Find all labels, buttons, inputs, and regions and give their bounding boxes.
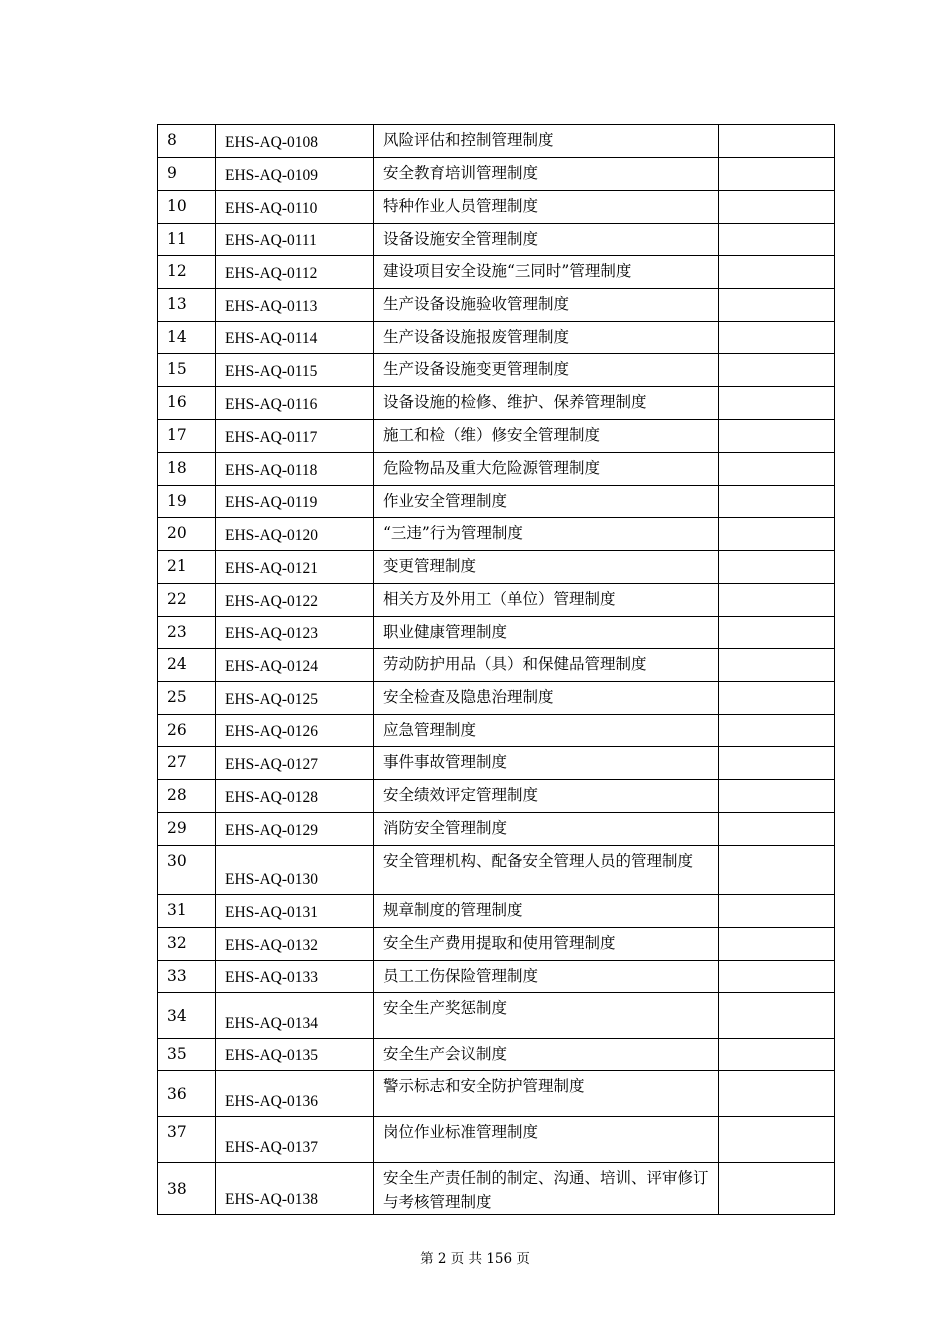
row-number-cell: 13 bbox=[158, 289, 216, 322]
table-row bbox=[158, 289, 835, 322]
remarks-cell bbox=[719, 224, 835, 256]
document-code-cell: EHS-AQ-0121 bbox=[216, 551, 374, 584]
row-number-cell: 27 bbox=[158, 747, 216, 780]
row-number-cell: 19 bbox=[158, 486, 216, 518]
remarks-cell bbox=[719, 682, 835, 715]
table-row bbox=[158, 191, 835, 224]
document-name-cell: 应急管理制度 bbox=[374, 715, 719, 747]
document-code-cell: EHS-AQ-0128 bbox=[216, 780, 374, 813]
document-name-cell: “三违”行为管理制度 bbox=[374, 518, 719, 551]
document-code-cell: EHS-AQ-0126 bbox=[216, 715, 374, 747]
row-number-cell: 28 bbox=[158, 780, 216, 813]
document-code-cell: EHS-AQ-0129 bbox=[216, 813, 374, 846]
table-row bbox=[158, 961, 835, 993]
document-code-cell: EHS-AQ-0134 bbox=[216, 993, 374, 1039]
remarks-cell bbox=[719, 1071, 835, 1117]
document-code-cell: EHS-AQ-0110 bbox=[216, 191, 374, 224]
document-code-cell: EHS-AQ-0130 bbox=[216, 846, 374, 895]
document-name-cell: 规章制度的管理制度 bbox=[374, 895, 719, 928]
document-code-cell: EHS-AQ-0137 bbox=[216, 1117, 374, 1163]
table-row bbox=[158, 584, 835, 617]
table-row bbox=[158, 1071, 835, 1117]
remarks-cell bbox=[719, 617, 835, 649]
row-number-cell: 9 bbox=[158, 158, 216, 191]
document-code-cell: EHS-AQ-0125 bbox=[216, 682, 374, 715]
table-row bbox=[158, 993, 835, 1039]
document-name-cell: 事件事故管理制度 bbox=[374, 747, 719, 780]
document-name-cell: 施工和检（维）修安全管理制度 bbox=[374, 420, 719, 453]
document-code-cell: EHS-AQ-0118 bbox=[216, 453, 374, 486]
document-name-cell: 安全生产费用提取和使用管理制度 bbox=[374, 928, 719, 961]
document-name-cell: 职业健康管理制度 bbox=[374, 617, 719, 649]
row-number-cell: 25 bbox=[158, 682, 216, 715]
row-number-cell: 35 bbox=[158, 1039, 216, 1071]
remarks-cell bbox=[719, 715, 835, 747]
remarks-cell bbox=[719, 322, 835, 354]
remarks-cell bbox=[719, 846, 835, 895]
table-row bbox=[158, 846, 835, 895]
table-row bbox=[158, 158, 835, 191]
document-name-cell: 安全教育培训管理制度 bbox=[374, 158, 719, 191]
document-code-cell: EHS-AQ-0116 bbox=[216, 387, 374, 420]
row-number-cell: 22 bbox=[158, 584, 216, 617]
remarks-cell bbox=[719, 125, 835, 158]
row-number-cell: 17 bbox=[158, 420, 216, 453]
remarks-cell bbox=[719, 961, 835, 993]
document-code-cell: EHS-AQ-0133 bbox=[216, 961, 374, 993]
document-code-cell: EHS-AQ-0112 bbox=[216, 256, 374, 289]
row-number-cell: 15 bbox=[158, 354, 216, 387]
remarks-cell bbox=[719, 780, 835, 813]
document-code-cell: EHS-AQ-0119 bbox=[216, 486, 374, 518]
document-name-cell: 生产设备设施变更管理制度 bbox=[374, 354, 719, 387]
remarks-cell bbox=[719, 928, 835, 961]
document-code-cell: EHS-AQ-0124 bbox=[216, 649, 374, 682]
document-name-cell: 作业安全管理制度 bbox=[374, 486, 719, 518]
row-number-cell: 31 bbox=[158, 895, 216, 928]
document-code-cell: EHS-AQ-0123 bbox=[216, 617, 374, 649]
document-code-cell: EHS-AQ-0122 bbox=[216, 584, 374, 617]
row-number-cell: 32 bbox=[158, 928, 216, 961]
row-number-cell: 18 bbox=[158, 453, 216, 486]
document-name-cell: 安全生产奖惩制度 bbox=[374, 993, 719, 1039]
row-number-cell: 38 bbox=[158, 1163, 216, 1215]
table-row bbox=[158, 354, 835, 387]
remarks-cell bbox=[719, 158, 835, 191]
document-name-cell: 警示标志和安全防护管理制度 bbox=[374, 1071, 719, 1117]
remarks-cell bbox=[719, 387, 835, 420]
document-name-cell: 岗位作业标准管理制度 bbox=[374, 1117, 719, 1163]
table-row bbox=[158, 322, 835, 354]
table-row bbox=[158, 387, 835, 420]
row-number-cell: 24 bbox=[158, 649, 216, 682]
table-row bbox=[158, 780, 835, 813]
document-code-cell: EHS-AQ-0109 bbox=[216, 158, 374, 191]
remarks-cell bbox=[719, 191, 835, 224]
document-code-cell: EHS-AQ-0115 bbox=[216, 354, 374, 387]
document-code-cell: EHS-AQ-0120 bbox=[216, 518, 374, 551]
remarks-cell bbox=[719, 256, 835, 289]
remarks-cell bbox=[719, 1117, 835, 1163]
document-code-cell: EHS-AQ-0113 bbox=[216, 289, 374, 322]
row-number-cell: 10 bbox=[158, 191, 216, 224]
row-number-cell: 12 bbox=[158, 256, 216, 289]
document-code-cell: EHS-AQ-0135 bbox=[216, 1039, 374, 1071]
document-name-cell: 设备设施安全管理制度 bbox=[374, 224, 719, 256]
remarks-cell bbox=[719, 518, 835, 551]
table-row bbox=[158, 486, 835, 518]
row-number-cell: 20 bbox=[158, 518, 216, 551]
document-code-cell: EHS-AQ-0136 bbox=[216, 1071, 374, 1117]
row-number-cell: 29 bbox=[158, 813, 216, 846]
document-name-cell: 风险评估和控制管理制度 bbox=[374, 125, 719, 158]
table-row bbox=[158, 747, 835, 780]
row-number-cell: 14 bbox=[158, 322, 216, 354]
document-name-cell: 变更管理制度 bbox=[374, 551, 719, 584]
document-name-cell: 设备设施的检修、维护、保养管理制度 bbox=[374, 387, 719, 420]
remarks-cell bbox=[719, 1039, 835, 1071]
remarks-cell bbox=[719, 453, 835, 486]
table-row bbox=[158, 617, 835, 649]
remarks-cell bbox=[719, 584, 835, 617]
table-row bbox=[158, 551, 835, 584]
row-number-cell: 33 bbox=[158, 961, 216, 993]
document-code-cell: EHS-AQ-0111 bbox=[216, 224, 374, 256]
document-code-cell: EHS-AQ-0127 bbox=[216, 747, 374, 780]
row-number-cell: 8 bbox=[158, 125, 216, 158]
table-row bbox=[158, 256, 835, 289]
table-row bbox=[158, 420, 835, 453]
row-number-cell: 16 bbox=[158, 387, 216, 420]
remarks-cell bbox=[719, 420, 835, 453]
table-row bbox=[158, 224, 835, 256]
table-row bbox=[158, 928, 835, 961]
document-name-cell: 员工工伤保险管理制度 bbox=[374, 961, 719, 993]
document-name-cell: 相关方及外用工（单位）管理制度 bbox=[374, 584, 719, 617]
remarks-cell bbox=[719, 813, 835, 846]
document-name-cell: 安全管理机构、配备安全管理人员的管理制度 bbox=[374, 846, 719, 895]
remarks-cell bbox=[719, 895, 835, 928]
row-number-cell: 37 bbox=[158, 1117, 216, 1163]
table-row bbox=[158, 453, 835, 486]
table-row bbox=[158, 813, 835, 846]
document-code-cell: EHS-AQ-0108 bbox=[216, 125, 374, 158]
document-name-cell: 生产设备设施报废管理制度 bbox=[374, 322, 719, 354]
remarks-cell bbox=[719, 993, 835, 1039]
document-code-cell: EHS-AQ-0131 bbox=[216, 895, 374, 928]
document-code-cell: EHS-AQ-0132 bbox=[216, 928, 374, 961]
remarks-cell bbox=[719, 486, 835, 518]
document-name-cell: 特种作业人员管理制度 bbox=[374, 191, 719, 224]
row-number-cell: 23 bbox=[158, 617, 216, 649]
row-number-cell: 34 bbox=[158, 993, 216, 1039]
row-number-cell: 26 bbox=[158, 715, 216, 747]
remarks-cell bbox=[719, 747, 835, 780]
table-row bbox=[158, 518, 835, 551]
regulation-table-body bbox=[158, 125, 835, 1215]
remarks-cell bbox=[719, 289, 835, 322]
table-row bbox=[158, 682, 835, 715]
document-code-cell: EHS-AQ-0138 bbox=[216, 1163, 374, 1215]
document-code-cell: EHS-AQ-0114 bbox=[216, 322, 374, 354]
regulation-table bbox=[157, 124, 835, 1215]
table-row bbox=[158, 715, 835, 747]
document-name-cell: 生产设备设施验收管理制度 bbox=[374, 289, 719, 322]
document-name-cell: 劳动防护用品（具）和保健品管理制度 bbox=[374, 649, 719, 682]
remarks-cell bbox=[719, 551, 835, 584]
document-code-cell: EHS-AQ-0117 bbox=[216, 420, 374, 453]
document-name-cell: 安全检查及隐患治理制度 bbox=[374, 682, 719, 715]
remarks-cell bbox=[719, 649, 835, 682]
remarks-cell bbox=[719, 1163, 835, 1215]
page-footer: 第 2 页 共 156 页 bbox=[420, 1251, 530, 1267]
document-name-cell: 安全绩效评定管理制度 bbox=[374, 780, 719, 813]
document-name-cell: 安全生产会议制度 bbox=[374, 1039, 719, 1071]
row-number-cell: 36 bbox=[158, 1071, 216, 1117]
table-row bbox=[158, 125, 835, 158]
row-number-cell: 30 bbox=[158, 846, 216, 895]
table-row bbox=[158, 895, 835, 928]
row-number-cell: 21 bbox=[158, 551, 216, 584]
document-name-cell: 消防安全管理制度 bbox=[374, 813, 719, 846]
table-row bbox=[158, 1039, 835, 1071]
document-name-cell: 危险物品及重大危险源管理制度 bbox=[374, 453, 719, 486]
document-name-cell: 建设项目安全设施“三同时”管理制度 bbox=[374, 256, 719, 289]
table-row bbox=[158, 649, 835, 682]
remarks-cell bbox=[719, 354, 835, 387]
table-row bbox=[158, 1163, 835, 1215]
document-name-cell: 安全生产责任制的制定、沟通、培训、评审修订与考核管理制度 bbox=[374, 1163, 719, 1215]
table-row bbox=[158, 1117, 835, 1163]
row-number-cell: 11 bbox=[158, 224, 216, 256]
